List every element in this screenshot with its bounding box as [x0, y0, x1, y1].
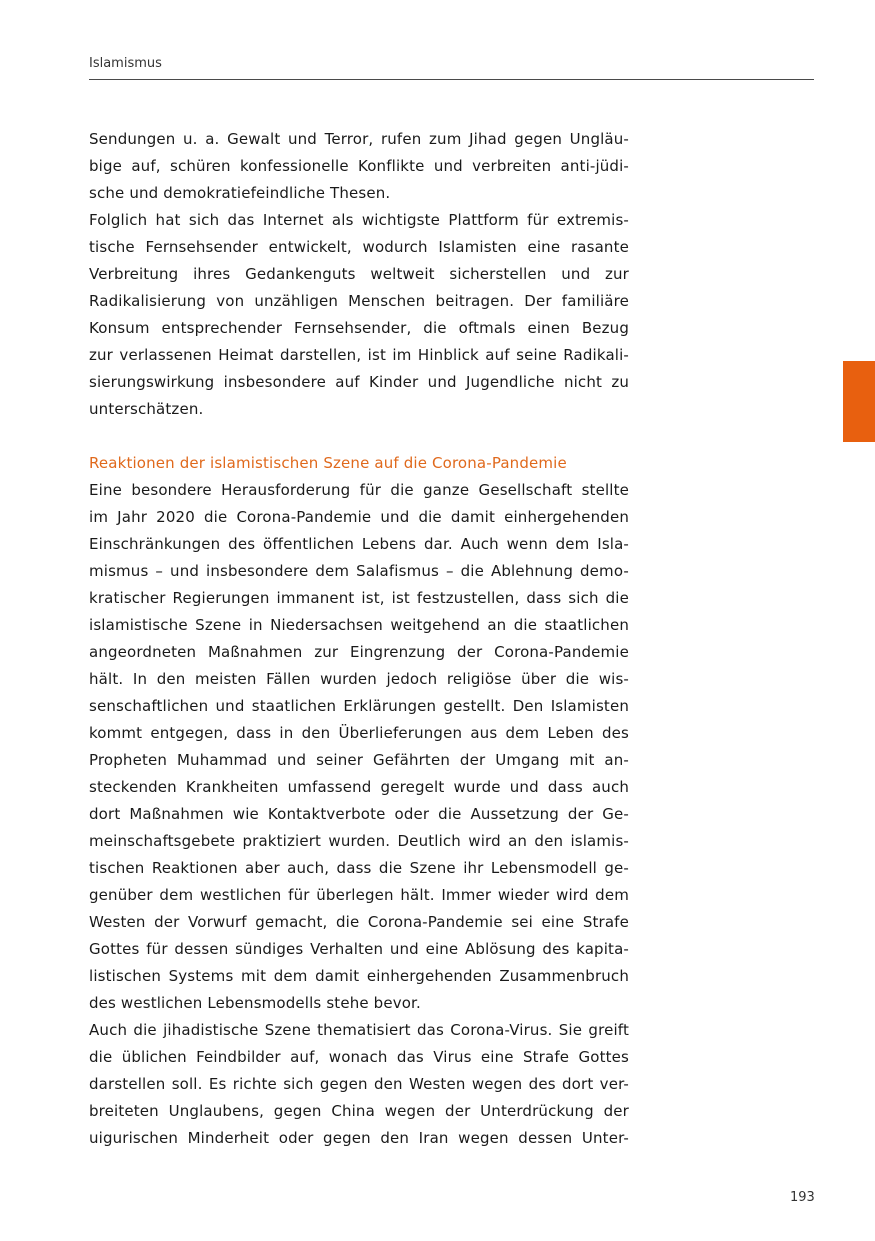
text-line: Propheten Muhammad und seiner Gefährten der Umgang mit an- [89, 751, 629, 769]
text-line: tische Fernsehsender entwickelt, wodurch Islamisten eine rasante [89, 238, 629, 256]
text-line: meinschaftsgebete praktiziert wurden. Deutlich wird an den islamis- [89, 832, 629, 850]
text-line: im Jahr 2020 die Corona-Pandemie und die damit einhergehenden [89, 508, 629, 526]
text-line: hält. In den meisten Fällen wurden jedoch religiöse über die wis- [89, 670, 629, 688]
text-line: kratischer Regierungen immanent ist, ist festzustellen, dass sich die [89, 589, 629, 607]
text-line: bige auf, schüren konfessionelle Konflikte und verbreiten anti-jüdi- [89, 157, 629, 175]
text-line: sche und demokratiefeindliche Thesen. [89, 184, 391, 202]
text-line: des westlichen Lebensmodells stehe bevor. [89, 994, 421, 1012]
text-line: Folglich hat sich das Internet als wichtigste Plattform für extremis- [89, 211, 629, 229]
paragraph-spacer [89, 423, 629, 450]
paragraph-2 [89, 207, 629, 423]
text-line: Eine besondere Herausforderung für die ganze Gesellschaft stellte [89, 481, 629, 499]
text-line: unterschätzen. [89, 400, 204, 418]
text-line: genüber dem westlichen für überlegen hält. Immer wieder wird dem [89, 886, 629, 904]
text-line: listischen Systems mit dem damit einhergehenden Zusammenbruch [89, 967, 629, 985]
text-line: steckenden Krankheiten umfassend geregelt wurde und dass auch [89, 778, 629, 796]
text-line: islamistische Szene in Niedersachsen weitgehend an die staatlichen [89, 616, 629, 634]
running-header-title: Islamismus [89, 56, 162, 71]
text-line: mismus – und insbesondere dem Salafismus – die Ablehnung demo- [89, 562, 629, 580]
paragraph-4 [89, 1017, 629, 1152]
text-line: die üblichen Feindbilder auf, wonach das Virus eine Strafe Gottes [89, 1048, 629, 1066]
chapter-marker-tab [843, 361, 875, 442]
text-line: senschaftlichen und staatlichen Erklärungen gestellt. Den Islamisten [89, 697, 629, 715]
text-line: Westen der Vorwurf gemacht, die Corona-Pandemie sei eine Strafe [89, 913, 629, 931]
text-line: sierungswirkung insbesondere auf Kinder und Jugendliche nicht zu [89, 373, 629, 391]
text-line: darstellen soll. Es richte sich gegen den Westen wegen des dort ver- [89, 1075, 629, 1093]
text-line: zur verlassenen Heimat darstellen, ist im Hinblick auf seine Radikali- [89, 346, 629, 364]
text-line: Konsum entsprechender Fernsehsender, die oftmals einen Bezug [89, 319, 629, 337]
text-line: dort Maßnahmen wie Kontaktverbote oder die Aussetzung der Ge- [89, 805, 629, 823]
text-line: tischen Reaktionen aber auch, dass die Szene ihr Lebensmodell ge- [89, 859, 629, 877]
text-line: Auch die jihadistische Szene thematisiert das Corona-Virus. Sie greift [89, 1021, 629, 1039]
header-divider [89, 79, 814, 80]
page-number: 193 [790, 1190, 815, 1205]
text-line: Radikalisierung von unzähligen Menschen beitragen. Der familiäre [89, 292, 629, 310]
paragraph-1 [89, 126, 629, 207]
text-line: uigurischen Minderheit oder gegen den Iran wegen dessen Unter- [89, 1129, 629, 1147]
text-line: kommt entgegen, dass in den Überlieferungen aus dem Leben des [89, 724, 629, 742]
text-line: Sendungen u. a. Gewalt und Terror, rufen zum Jihad gegen Ungläu- [89, 130, 629, 148]
paragraph-3 [89, 477, 629, 1017]
text-line: Verbreitung ihres Gedankenguts weltweit sicherstellen und zur [89, 265, 629, 283]
section-heading: Reaktionen der islamistischen Szene auf die Corona-Pandemie [89, 454, 567, 472]
text-line: Gottes für dessen sündiges Verhalten und eine Ablösung des kapita- [89, 940, 629, 958]
text-line: angeordneten Maßnahmen zur Eingrenzung der Corona-Pandemie [89, 643, 629, 661]
text-line: breiteten Unglaubens, gegen China wegen der Unterdrückung der [89, 1102, 629, 1120]
body-text-column [89, 126, 629, 1152]
text-line: Einschränkungen des öffentlichen Lebens dar. Auch wenn dem Isla- [89, 535, 629, 553]
